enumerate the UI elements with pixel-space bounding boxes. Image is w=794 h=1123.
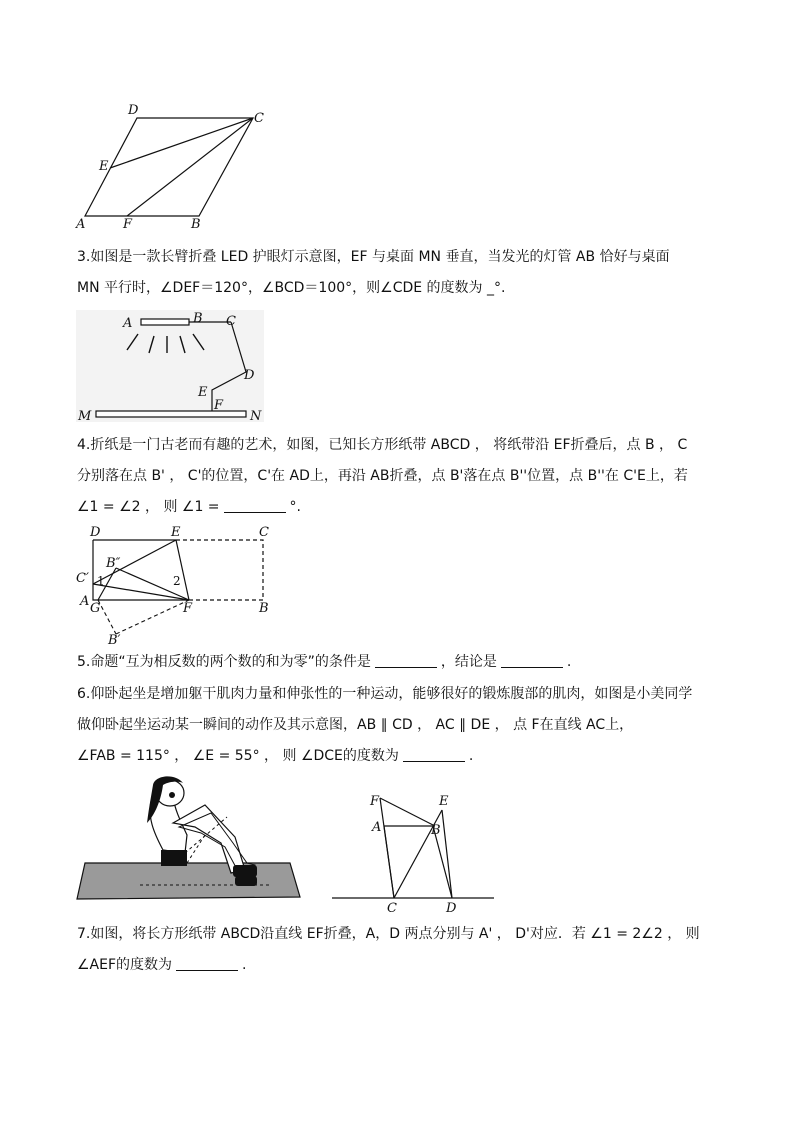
fold-label-e: E (171, 525, 181, 540)
fold-label-1: 1 (97, 574, 105, 588)
schem-label-f: F (370, 794, 380, 809)
lamp-label-n: N (250, 409, 262, 424)
q4-line3-text: ∠1 = ∠2 ， 则 ∠1 = (77, 499, 220, 515)
fold-label-c: C (259, 525, 269, 540)
label-a: A (76, 217, 86, 232)
lamp-label-b: B (193, 311, 203, 326)
q4-line2: 分别落在点 B' ， C'的位置，C'在 AD上，再沿 AB折叠，点 B'落在点 B''位置，点 B''在 C'E上，若 (77, 468, 688, 484)
fold-label-a: A (80, 594, 90, 609)
q7-answer-blank (176, 956, 238, 971)
q5-condition-blank (375, 653, 437, 668)
label-e: E (99, 159, 109, 174)
fold-label-b: B (259, 601, 269, 616)
schem-label-b: B (431, 823, 441, 838)
label-f: F (123, 217, 133, 232)
schem-label-d: D (446, 901, 457, 916)
fold-label-b2: B″ (106, 556, 121, 571)
q3-line2: MN 平行时，∠DEF＝120°，∠BCD＝100°，则∠CDE 的度数为 _°. (77, 280, 506, 296)
q6-line1: 6.仰卧起坐是增加躯干肌肉力量和伸张性的一种运动，能够很好的锻炼腹部的肌肉，如图是小美同学 (77, 686, 693, 702)
q5-conclusion-text: ，结论是 (440, 654, 497, 670)
q6-answer-blank (403, 747, 465, 762)
fold-label-g: G (90, 601, 101, 616)
label-c: C (254, 111, 264, 126)
schem-label-e: E (439, 794, 449, 809)
fold-label-d: D (90, 525, 101, 540)
lamp-label-f: F (214, 398, 224, 413)
situp-schematic (332, 790, 502, 915)
q6-line2: 做仰卧起坐运动某一瞬间的动作及其示意图，AB ∥ CD ， AC ∥ DE ， 点 F在直线 AC上， (77, 717, 634, 733)
schem-label-c: C (387, 901, 397, 916)
q6-line3 (77, 746, 473, 766)
q4-line1: 4.折纸是一门古老而有趣的艺术，如图，已知长方形纸带 ABCD ， 将纸带沿 EF折叠后，点 B ， C (77, 437, 688, 453)
label-b: B (191, 217, 201, 232)
lamp-label-e: E (198, 385, 208, 400)
fold-label-b1: B′ (108, 633, 121, 648)
q5-condition-text: 5.命题“互为相反数的两个数的和为零”的条件是 (77, 654, 371, 670)
q6-line3-text: ∠FAB = 115° ， ∠E = 55° ， 则 ∠DCE的度数为 (77, 748, 399, 764)
q5-conclusion-blank (501, 653, 563, 668)
lamp-label-d: D (244, 368, 255, 383)
lamp-figure (76, 310, 276, 425)
lamp-label-a: A (123, 316, 133, 331)
schem-label-a: A (372, 820, 382, 835)
fold-label-c1: C′ (76, 571, 89, 586)
q7-end: . (242, 957, 247, 973)
q3-line1: 3.如图是一款长臂折叠 LED 护眼灯示意图，EF 与桌面 MN 垂直，当发光的灯管 AB 恰好与桌面 (77, 249, 670, 265)
fold-label-2: 2 (173, 574, 181, 588)
q7-line2-text: ∠AEF的度数为 (77, 957, 173, 973)
fold-label-f: F (183, 601, 193, 616)
q4-line3 (77, 497, 301, 517)
q5-line1 (77, 652, 571, 672)
lamp-label-c: C (226, 314, 236, 329)
q4-answer-blank (224, 498, 286, 513)
q7-line2 (77, 955, 246, 975)
label-d: D (128, 103, 139, 118)
q5-end: . (566, 654, 572, 670)
q7-line1: 7.如图，将长方形纸带 ABCD沿直线 EF折叠，A，D 两点分别与 A' ， D'对应．若 ∠1 = 2∠2 ， 则 (77, 926, 700, 942)
folding-figure (76, 524, 276, 649)
parallelogram-figure (70, 100, 270, 230)
lamp-label-m: M (78, 409, 92, 424)
q6-end: . (468, 748, 474, 764)
situp-illustration (75, 775, 315, 910)
q4-line3-end: °. (289, 499, 301, 515)
